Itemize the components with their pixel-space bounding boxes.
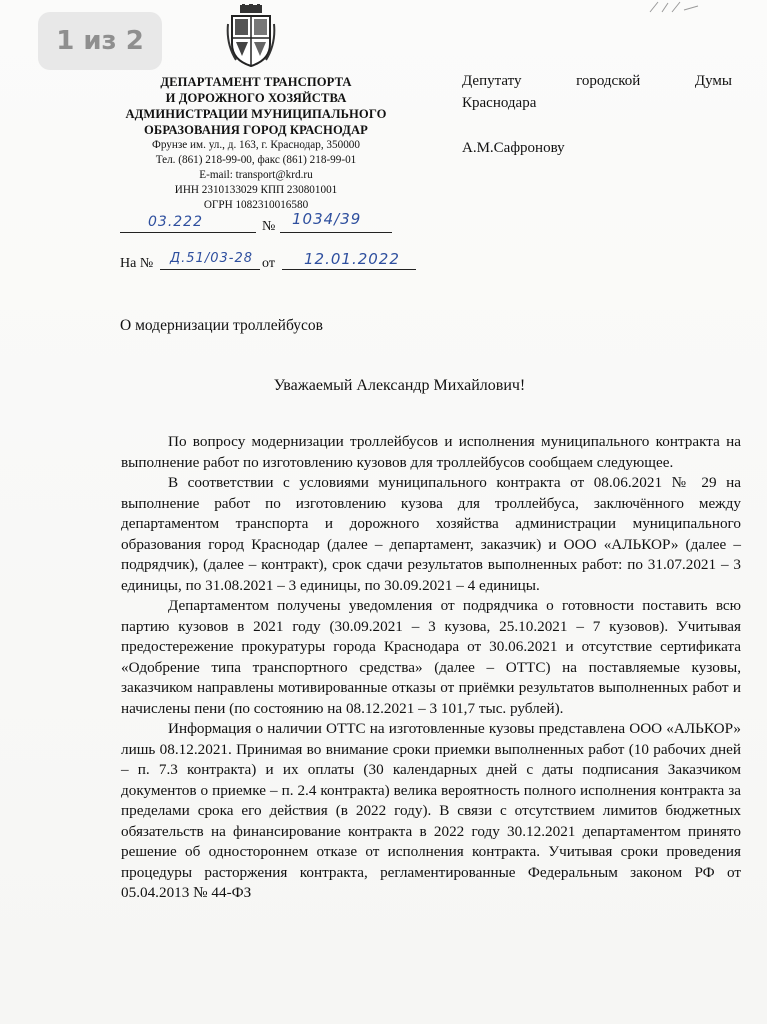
letter-greeting: Уважаемый Александр Михайлович! bbox=[273, 377, 526, 394]
org-address: Фрунзе им. ул., д. 163, г. Краснодар, 350000 bbox=[151, 139, 360, 151]
addressee-line bbox=[462, 70, 732, 92]
addressee-name: А.М.Сафронову bbox=[462, 140, 565, 156]
body-paragraph: В соответствии с условиями муниципального контракта от 08.06.2021 № 29 на выполнение работ по изготовлению кузова для троллейбуса, заключённого между департаментом транспорта и дорожного хозяйства администрации муниципального образования город Краснодар (далее – департамент, заказчик) и ООО «АЛЬКОР» (далее – подрядчик), (далее – контракт), срок сдачи результатов выполненных работ: по 31.07.2021 – 3 единицы, по 31.08.2021 – 3 единицы, по 30.09.2021 – 4 единицы. bbox=[121, 474, 741, 594]
org-name-line: ДЕПАРТАМЕНТ ТРАНСПОРТА bbox=[160, 75, 352, 89]
letterhead bbox=[110, 74, 402, 213]
addressee-word: городской bbox=[576, 73, 641, 89]
org-inn: ИНН 2310133029 КПП 230801001 bbox=[174, 184, 338, 196]
org-name-line: АДМИНИСТРАЦИИ МУНИЦИПАЛЬНОГО bbox=[125, 107, 387, 121]
handwritten-mark bbox=[646, 0, 706, 14]
addressee-block bbox=[462, 70, 732, 159]
body-paragraph: По вопросу модернизации троллейбусов и исполнения муниципального контракта на выполнение работ по изготовлению кузовов для троллейбусов сообщаем следующее. bbox=[121, 433, 741, 471]
body-paragraph: Департаментом получены уведомления от подрядчика о готовности поставить всю партию кузовов в 2021 году (30.09.2021 – 3 кузова, 25.10.2021 – 7 кузовов). Учитывая предостережение прокуратуры города Краснодара от 30.06.2021 и отсутствие сертификата «Одобрение типа транспортного средства» (далее – ОТТС) на поставляемые кузовы, заказчиком направлены мотивированные отказы от приёмки результатов выполненных работ и начислены пени (по состоянию на 08.12.2021 – 3 101,7 тыс. рублей). bbox=[121, 597, 741, 717]
from-label: от bbox=[262, 256, 275, 271]
reg-number-label: № bbox=[262, 219, 276, 234]
org-email: E-mail: transport@krd.ru bbox=[199, 169, 313, 181]
org-phone: Тел. (861) 218-99-00, факс (861) 218-99-01 bbox=[155, 154, 357, 166]
reply-number-label: На № bbox=[120, 256, 154, 271]
letter-subject: О модернизации троллейбусов bbox=[120, 317, 323, 334]
addressee-line: Краснодара bbox=[462, 95, 537, 111]
reg-number-handwritten: 1034/39 bbox=[292, 210, 362, 228]
reply-number-handwritten: Д.51/03-28 bbox=[170, 251, 253, 266]
addressee-word: Депутату bbox=[462, 73, 522, 89]
org-ogrn: ОГРН 1082310016580 bbox=[203, 199, 309, 211]
reg-date-handwritten: 03.222 bbox=[148, 214, 203, 230]
letter-body bbox=[121, 432, 741, 904]
from-date-handwritten: 12.01.2022 bbox=[304, 250, 400, 268]
org-name-line: ОБРАЗОВАНИЯ ГОРОД КРАСНОДАР bbox=[144, 123, 368, 137]
org-name-line: И ДОРОЖНОГО ХОЗЯЙСТВА bbox=[165, 91, 347, 105]
body-paragraph: Информация о наличии ОТТС на изготовленные кузовы представлена ООО «АЛЬКОР» лишь 08.12.2021. Принимая во внимание сроки приемки выполненных работ (10 рабочих дней – п. 7.3 контракта) и их оплаты (30 календарных дней с даты подписания Заказчиком документов о приемке – п. 2.4 контракта) велика вероятность полного исполнения контракта за пределами срока его действия (в 2022 году). В связи с отсутствием лимитов бюджетных обязательств на финансирование контракта в 2022 году 30.12.2021 департаментом принято решение об одностороннем отказе от исполнения контракта. Учитывая сроки проведения процедуры расторжения контракта, регламентированные Федеральным законом РФ от 05.04.2013 № 44-ФЗ bbox=[121, 720, 741, 901]
page-counter-badge: 1 из 2 bbox=[38, 12, 162, 70]
addressee-word: Думы bbox=[694, 73, 732, 89]
coat-of-arms-icon bbox=[226, 4, 276, 68]
